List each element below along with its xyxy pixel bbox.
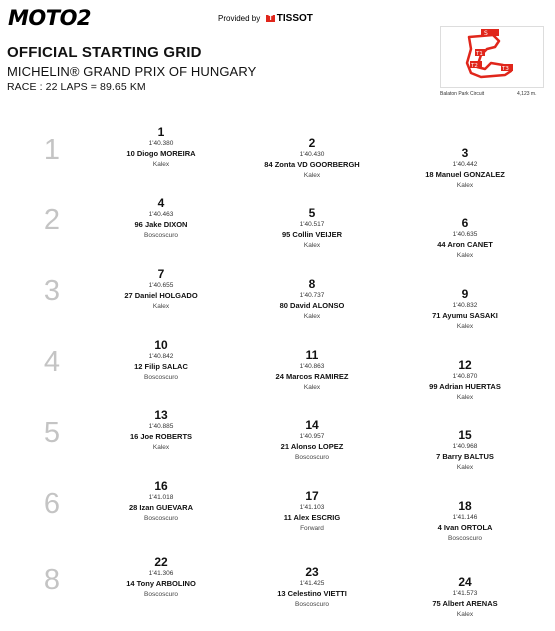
map-t1-label: T1 bbox=[476, 51, 483, 57]
team-name: Boscoscuro bbox=[448, 535, 482, 542]
grid-position: 9 bbox=[461, 287, 469, 301]
team-name: Forward bbox=[300, 525, 324, 532]
circuit-name: Balaton Park Circuit bbox=[440, 91, 485, 97]
team-name: Kalex bbox=[303, 172, 321, 179]
team-name: Boscoscuro bbox=[295, 454, 329, 461]
grid-row-number: 6 bbox=[43, 488, 61, 520]
grid-position: 10 bbox=[154, 338, 168, 352]
grid-row-number: 1 bbox=[43, 134, 61, 166]
rider-name: 16 Joe ROBERTS bbox=[129, 432, 193, 441]
grid-position: 23 bbox=[305, 565, 319, 579]
grid-slot bbox=[247, 207, 377, 250]
map-t2-label: T2 bbox=[471, 63, 478, 69]
rider-name: 13 Celestino VIETTI bbox=[277, 589, 347, 598]
team-name: Boscoscuro bbox=[144, 591, 178, 598]
grid-slot bbox=[400, 147, 530, 190]
grid-position: 12 bbox=[458, 358, 472, 372]
grid-slot bbox=[96, 409, 226, 452]
team-name: Kalex bbox=[456, 252, 474, 259]
team-name: Boscoscuro bbox=[295, 601, 329, 608]
team-name: Kalex bbox=[456, 182, 474, 189]
grid-slot bbox=[247, 137, 377, 180]
grid-slot bbox=[96, 480, 226, 523]
lap-time: 1'40.832 bbox=[452, 302, 478, 309]
lap-time: 1'40.380 bbox=[148, 140, 174, 147]
grid-row-number: 2 bbox=[43, 204, 61, 236]
tissot-mark: T bbox=[268, 15, 273, 22]
grid-slot bbox=[96, 197, 226, 240]
rider-name: 18 Manuel GONZALEZ bbox=[425, 170, 505, 179]
grid-slot bbox=[400, 217, 530, 260]
lap-time: 1'40.635 bbox=[452, 231, 478, 238]
grid-slot bbox=[247, 419, 377, 462]
tissot-wordmark: TISSOT bbox=[276, 13, 313, 24]
rider-name: 21 Alonso LOPEZ bbox=[280, 442, 344, 451]
grid-slot bbox=[247, 490, 377, 533]
team-name: Kalex bbox=[456, 464, 474, 471]
grid-position: 7 bbox=[157, 267, 165, 281]
rider-name: 80 David ALONSO bbox=[279, 301, 345, 310]
grid-position: 14 bbox=[305, 418, 319, 432]
lap-time: 1'40.870 bbox=[452, 373, 478, 380]
rider-name: 14 Tony ARBOLINO bbox=[126, 579, 196, 588]
grid-position: 13 bbox=[154, 408, 168, 422]
team-name: Boscoscuro bbox=[144, 374, 178, 381]
team-name: Boscoscuro bbox=[144, 232, 178, 239]
grid-slot bbox=[247, 278, 377, 321]
circuit-layout-icon bbox=[441, 27, 543, 87]
grid-position: 15 bbox=[458, 428, 472, 442]
lap-time: 1'41.103 bbox=[299, 504, 325, 511]
grid-slot bbox=[247, 349, 377, 392]
lap-time: 1'40.430 bbox=[299, 151, 325, 158]
grid-slot bbox=[96, 339, 226, 382]
grid-position: 2 bbox=[308, 136, 316, 150]
rider-name: 95 Collin VEIJER bbox=[281, 230, 343, 239]
event-name: MICHELIN® GRAND PRIX OF HUNGARY bbox=[7, 64, 257, 79]
grid-slot bbox=[400, 429, 530, 472]
rider-name: 27 Daniel HOLGADO bbox=[124, 291, 198, 300]
grid-position: 6 bbox=[461, 216, 469, 230]
rider-name: 75 Albert ARENAS bbox=[432, 599, 498, 608]
rider-name: 24 Marcos RAMIREZ bbox=[275, 372, 349, 381]
map-t3-label: T3 bbox=[502, 66, 509, 72]
grid-slot bbox=[400, 359, 530, 402]
rider-name: 10 Diogo MOREIRA bbox=[126, 149, 196, 158]
lap-time: 1'40.863 bbox=[299, 363, 325, 370]
tissot-logo bbox=[266, 13, 312, 24]
rider-name: 44 Aron CANET bbox=[437, 240, 493, 249]
rider-name: 96 Jake DIXON bbox=[134, 220, 188, 229]
page-title: OFFICIAL STARTING GRID bbox=[7, 44, 202, 61]
rider-name: 84 Zonta VD GOORBERGH bbox=[264, 160, 360, 169]
grid-row-number: 3 bbox=[43, 275, 61, 307]
lap-time: 1'40.517 bbox=[299, 221, 325, 228]
rider-name: 71 Ayumu SASAKI bbox=[432, 311, 498, 320]
lap-time: 1'40.842 bbox=[148, 353, 174, 360]
grid-slot bbox=[400, 288, 530, 331]
grid-position: 11 bbox=[305, 348, 319, 362]
race-distance: RACE : 22 LAPS = 89.65 KM bbox=[7, 81, 146, 93]
lap-time: 1'40.655 bbox=[148, 282, 174, 289]
lap-time: 1'40.737 bbox=[299, 292, 325, 299]
team-name: Boscoscuro bbox=[144, 515, 178, 522]
rider-name: 12 Filip SALAC bbox=[134, 362, 188, 371]
grid-slot bbox=[96, 268, 226, 311]
lap-time: 1'41.306 bbox=[148, 570, 174, 577]
grid-slot bbox=[247, 566, 377, 609]
grid-slot bbox=[400, 500, 530, 543]
team-name: Kalex bbox=[303, 242, 321, 249]
rider-name: 99 Adrian HUERTAS bbox=[429, 382, 501, 391]
lap-time: 1'40.463 bbox=[148, 211, 174, 218]
grid-row-number: 8 bbox=[43, 564, 61, 596]
grid-position: 17 bbox=[305, 489, 319, 503]
lap-time: 1'41.425 bbox=[299, 580, 325, 587]
grid-slot bbox=[400, 576, 530, 619]
rider-name: 28 Izan GUEVARA bbox=[128, 503, 194, 512]
provided-by-label: Provided by bbox=[218, 14, 261, 23]
grid-position: 18 bbox=[458, 499, 472, 513]
circuit-map bbox=[440, 26, 544, 88]
lap-time: 1'41.018 bbox=[148, 494, 174, 501]
team-name: Kalex bbox=[303, 384, 321, 391]
lap-time: 1'40.442 bbox=[452, 161, 478, 168]
sponsor-credit bbox=[218, 13, 313, 24]
team-name: Kalex bbox=[456, 323, 474, 330]
grid-position: 1 bbox=[157, 125, 165, 139]
lap-time: 1'41.146 bbox=[452, 514, 478, 521]
grid-position: 4 bbox=[157, 196, 165, 210]
map-start-label: S bbox=[484, 30, 488, 37]
rider-name: 11 Alex ESCRIG bbox=[283, 513, 341, 522]
team-name: Kalex bbox=[152, 161, 170, 168]
lap-time: 1'40.968 bbox=[452, 443, 478, 450]
grid-position: 24 bbox=[458, 575, 472, 589]
team-name: Kalex bbox=[152, 303, 170, 310]
grid-position: 22 bbox=[154, 555, 168, 569]
circuit-length: 4,123 m. bbox=[517, 91, 537, 97]
grid-slot bbox=[96, 126, 226, 169]
team-name: Kalex bbox=[152, 444, 170, 451]
rider-name: 4 Ivan ORTOLA bbox=[437, 523, 493, 532]
grid-position: 5 bbox=[308, 206, 316, 220]
rider-name: 7 Barry BALTUS bbox=[436, 452, 494, 461]
team-name: Kalex bbox=[303, 313, 321, 320]
team-name: Kalex bbox=[456, 611, 474, 618]
lap-time: 1'40.957 bbox=[299, 433, 325, 440]
grid-position: 3 bbox=[461, 146, 469, 160]
team-name: Kalex bbox=[456, 394, 474, 401]
lap-time: 1'40.885 bbox=[148, 423, 174, 430]
moto2-logo: MOTO2 bbox=[8, 6, 92, 30]
grid-row-number: 5 bbox=[43, 417, 61, 449]
grid-slot bbox=[96, 556, 226, 599]
grid-row-number: 4 bbox=[43, 346, 61, 378]
grid-position: 16 bbox=[154, 479, 168, 493]
lap-time: 1'41.573 bbox=[452, 590, 478, 597]
grid-position: 8 bbox=[308, 277, 316, 291]
